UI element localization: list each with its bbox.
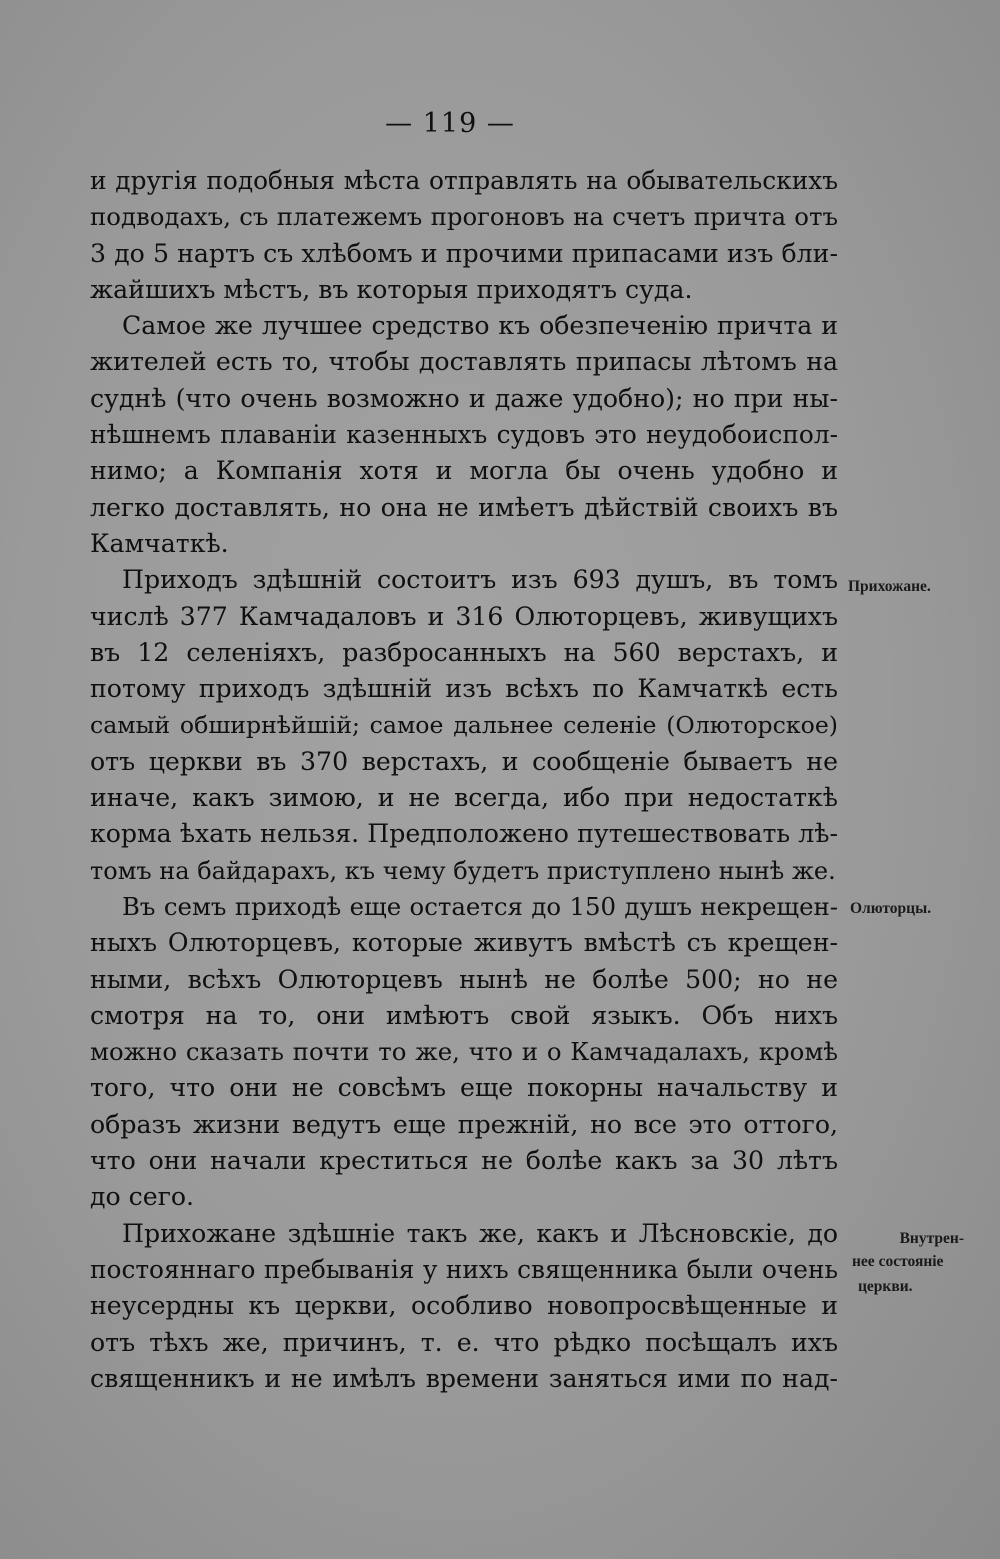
text-line: Въ семъ приходѣ еще остается до 150 душъ некрещен- — [122, 891, 838, 921]
text-line: числѣ 377 Камчадаловъ и 316 Олюторцевъ, живущихъ — [90, 601, 838, 631]
paragraph — [90, 308, 838, 562]
page-number: — 119 — — [385, 108, 515, 139]
text-line: подводахъ, съ платежемъ прогоновъ на счетъ причта отъ — [90, 202, 838, 232]
text-line: самый обширнѣйшій; самое дальнее селеніе (Олюторское) — [90, 711, 838, 740]
text-line: Прихожане здѣшніе такъ же, какъ и Лѣсновскіе, до — [122, 1218, 838, 1248]
paragraph — [90, 163, 838, 308]
text-line: постояннаго пребыванія у нихъ священника были очень — [90, 1254, 838, 1284]
paragraph — [90, 889, 838, 1216]
text-line: Приходъ здѣшній состоитъ изъ 693 душъ, въ томъ — [122, 565, 838, 595]
text-line: образъ жизни ведутъ еще прежній, но все это оттого, — [90, 1109, 838, 1139]
text-line: корма ѣхать нельзя. Предположено путешествовать лѣ- — [90, 819, 838, 849]
text-line: Камчаткѣ. — [90, 528, 229, 558]
text-line: и другія подобныя мѣста отправлять на обывательскихъ — [90, 166, 838, 195]
text-line: ными, всѣхъ Олюторцевъ нынѣ не болѣе 500; но не — [90, 964, 838, 994]
text-line: жителей есть то, чтобы доставлять припасы лѣтомъ на — [90, 347, 838, 377]
margin-note-internal-state — [852, 1228, 964, 1250]
text-line: 3 до 5 нартъ съ хлѣбомъ и прочими припасами изъ бли- — [90, 238, 838, 268]
text-line: ныхъ Олюторцевъ, которые живутъ вмѣстѣ съ крещен- — [90, 928, 838, 958]
text-line: въ 12 селеніяхъ, разбросанныхъ на 560 верстахъ, и — [90, 637, 838, 667]
text-line: легко доставлять, но она не имѣетъ дѣйствій своихъ въ — [90, 492, 838, 522]
margin-note-line-2: нее состояніе — [852, 1253, 944, 1270]
text-line: что они начали креститься не болѣе какъ за 30 лѣтъ — [90, 1146, 838, 1176]
margin-note-line-3: церкви. — [858, 1278, 913, 1295]
main-text — [90, 163, 838, 1397]
margin-note-parishioners: Прихожане. — [848, 578, 931, 595]
text-line: потому приходъ здѣшній изъ всѣхъ по Камчаткѣ есть — [90, 674, 838, 704]
margin-note-line: Внутрен- — [899, 1230, 964, 1247]
text-line: смотря на то, они имѣютъ свой языкъ. Объ нихъ — [90, 1000, 838, 1030]
text-line: иначе, какъ зимою, и не всегда, ибо при недостаткѣ — [90, 783, 838, 813]
text-line: можно сказать почти то же, что и о Камчадалахъ, кромѣ — [90, 1037, 838, 1067]
paragraph — [90, 562, 838, 889]
paragraph — [90, 1216, 838, 1397]
text-line: нѣшнемъ плаваніи казенныхъ судовъ это неудобоиспол- — [90, 420, 838, 450]
text-line: нимо; а Компанія хотя и могла бы очень удобно и — [90, 456, 838, 486]
text-line: отъ тѣхъ же, причинъ, т. е. что рѣдко посѣщалъ ихъ — [90, 1327, 838, 1357]
text-line: священникъ и не имѣлъ времени заняться ими по над- — [90, 1363, 838, 1393]
text-line: отъ церкви въ 370 верстахъ, и сообщеніе бываетъ не — [90, 746, 838, 776]
text-line: жайшихъ мѣстъ, въ которыя приходятъ суда. — [90, 274, 693, 304]
text-line: до сего. — [90, 1182, 195, 1212]
text-line: томъ на байдарахъ, къ чему будетъ приступлено нынѣ же. — [90, 856, 836, 885]
text-line: Самое же лучшее средство къ обезпеченію причта и — [122, 311, 838, 341]
text-line: суднѣ (что очень возможно и даже удобно); но при ны- — [90, 383, 838, 413]
margin-note-olyutortsy: Олюторцы. — [850, 900, 932, 917]
text-line: того, что они не совсѣмъ еще покорны начальству и — [90, 1073, 838, 1103]
text-line: неусердны къ церкви, особливо новопросвѣщенные и — [90, 1291, 838, 1321]
